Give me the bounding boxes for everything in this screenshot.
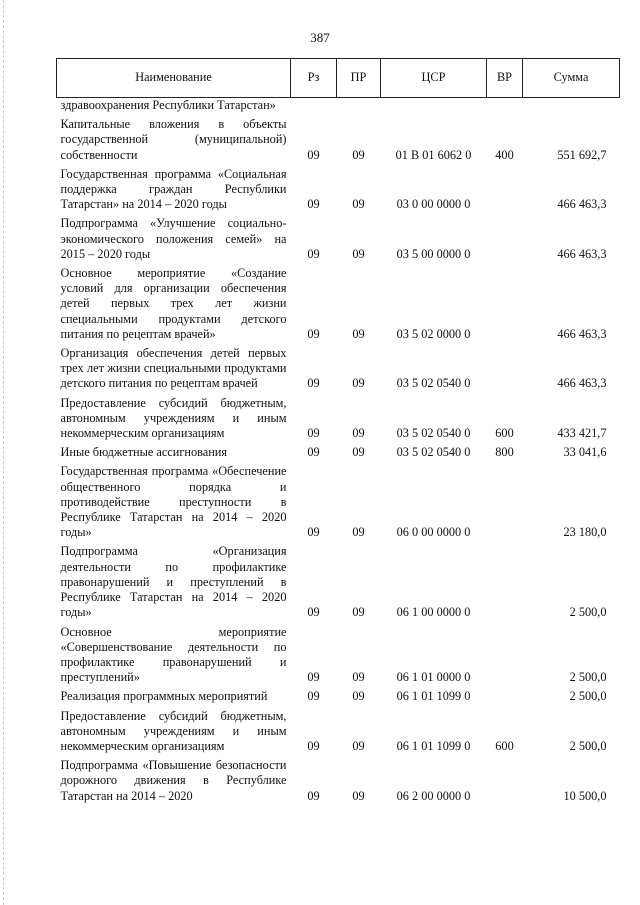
row-csr: 06 0 00 0000 0 <box>396 525 471 540</box>
row-sum: 433 421,7 <box>557 426 607 441</box>
table-row <box>57 542 620 622</box>
row-vr <box>487 264 523 344</box>
row-vr <box>487 214 523 264</box>
header-vr: ВР <box>487 59 523 98</box>
row-sum: 466 463,3 <box>557 197 607 212</box>
row-sum: 2 500,0 <box>569 738 607 753</box>
row-rz: 09 <box>307 738 320 753</box>
row-csr: 06 2 00 0000 0 <box>396 788 471 803</box>
row-csr: 03 5 00 0000 0 <box>396 246 471 261</box>
row-name: Предоставление субсидий бюджетным, автономным учреждениям и иным некоммерческим организациям <box>60 395 287 441</box>
row-vr: 600 <box>495 738 514 753</box>
row-rz: 09 <box>307 147 320 162</box>
table-row <box>57 756 620 806</box>
row-csr: 03 0 00 0000 0 <box>396 197 471 212</box>
row-pr: 09 <box>352 689 365 704</box>
row-sum: 2 500,0 <box>569 670 607 685</box>
row-rz: 09 <box>307 445 320 460</box>
table-row <box>57 344 620 394</box>
row-name: Государственная программа «Обеспечение общественного порядка и противодействие преступности в Республике Татарстан на 2014 – 2020 годы» <box>60 464 287 540</box>
budget-table <box>56 58 620 806</box>
row-vr <box>487 756 523 806</box>
header-sum: Сумма <box>523 59 620 98</box>
row-vr <box>487 98 523 116</box>
row-csr: 03 5 02 0540 0 <box>396 376 471 391</box>
row-vr: 400 <box>495 147 514 162</box>
row-pr: 09 <box>352 670 365 685</box>
row-name: Капитальные вложения в объекты государственной (муниципальной) собственности <box>60 117 287 162</box>
table-row <box>57 707 620 757</box>
row-csr: 03 5 02 0540 0 <box>396 445 471 460</box>
row-sum: 551 692,7 <box>557 147 607 162</box>
row-rz <box>291 98 337 116</box>
budget-table-container <box>56 58 619 806</box>
row-pr: 09 <box>352 376 365 391</box>
row-name: Основное мероприятие «Совершенствование деятельности по профилактике правонарушений и преступлений» <box>60 624 287 685</box>
row-vr <box>487 542 523 622</box>
row-vr <box>487 462 523 542</box>
header-name: Наименование <box>57 59 291 98</box>
row-sum: 466 463,3 <box>557 326 607 341</box>
row-csr: 06 1 01 0000 0 <box>396 670 471 685</box>
row-name: Государственная программа «Социальная поддержка граждан Республики Татарстан» на 2014 – 2020 годы <box>60 166 287 212</box>
row-csr: 06 1 01 1099 0 <box>396 689 471 704</box>
header-rz: Рз <box>291 59 337 98</box>
row-vr <box>487 165 523 215</box>
row-vr <box>487 687 523 706</box>
row-rz: 09 <box>307 788 320 803</box>
row-name: Предоставление субсидий бюджетным, автономным учреждениям и иным некоммерческим организациям <box>60 708 287 753</box>
header-pr: ПР <box>337 59 381 98</box>
table-row <box>57 687 620 706</box>
row-sum: 23 180,0 <box>563 525 607 540</box>
page-number: 387 <box>310 30 330 45</box>
row-rz: 09 <box>307 326 320 341</box>
row-pr: 09 <box>352 326 365 341</box>
row-sum: 466 463,3 <box>557 246 607 261</box>
row-vr <box>487 623 523 688</box>
table-row <box>57 394 620 444</box>
table-row <box>57 462 620 542</box>
row-vr: 600 <box>495 426 514 441</box>
row-rz: 09 <box>307 426 320 441</box>
row-csr: 03 5 02 0540 0 <box>396 426 471 441</box>
row-rz: 09 <box>307 670 320 685</box>
row-pr: 09 <box>352 525 365 540</box>
row-vr: 800 <box>495 445 514 460</box>
row-pr: 09 <box>352 445 365 460</box>
row-sum: 2 500,0 <box>569 605 607 620</box>
table-row <box>57 623 620 688</box>
row-sum: 466 463,3 <box>557 376 607 391</box>
row-pr: 09 <box>352 738 365 753</box>
row-name: Подпрограмма «Улучшение социально-экономического положения семей» на 2015 – 2020 годы <box>60 216 287 261</box>
row-sum: 2 500,0 <box>569 689 607 704</box>
table-row <box>57 264 620 344</box>
row-rz: 09 <box>307 525 320 540</box>
binding-margin-line <box>3 0 4 905</box>
table-body <box>57 98 620 806</box>
header-csr: ЦСР <box>381 59 487 98</box>
table-row <box>57 115 620 165</box>
row-vr <box>487 344 523 394</box>
row-pr: 09 <box>352 788 365 803</box>
row-name: Подпрограмма «Повышение безопасности дорожного движения в Республике Татарстан на 2014 – 2020 <box>60 758 287 803</box>
row-sum: 10 500,0 <box>563 788 607 803</box>
table-row <box>57 98 620 116</box>
row-pr <box>337 98 381 116</box>
row-csr: 06 1 01 1099 0 <box>396 738 471 753</box>
row-name: Основное мероприятие «Создание условий для организации обеспечения детей первых трех лет жизни специальными продуктами детского питания по рецептам врачей» <box>60 266 287 341</box>
table-header <box>57 59 620 98</box>
row-name: здравоохранения Республики Татарстан» <box>60 98 276 112</box>
row-rz: 09 <box>307 689 320 704</box>
row-rz: 09 <box>307 376 320 391</box>
row-sum: 33 041,6 <box>563 445 607 460</box>
row-pr: 09 <box>352 426 365 441</box>
table-row <box>57 165 620 215</box>
row-sum <box>523 98 620 116</box>
row-csr <box>381 98 487 116</box>
row-name: Реализация программных мероприятий <box>60 689 268 704</box>
row-rz: 09 <box>307 197 320 212</box>
table-row <box>57 214 620 264</box>
row-name: Подпрограмма «Организация деятельности по профилактике правонарушений и преступлений в Республике Татарстан на 2014 – 2020 годы» <box>60 544 287 620</box>
row-name: Организация обеспечения детей первых трех лет жизни специальными продуктами детского питания по рецептам врачей <box>60 346 287 391</box>
table-row <box>57 443 620 462</box>
row-name: Иные бюджетные ассигнования <box>60 445 228 460</box>
row-rz: 09 <box>307 605 320 620</box>
row-pr: 09 <box>352 147 365 162</box>
row-rz: 09 <box>307 246 320 261</box>
row-csr: 01 В 01 6062 0 <box>395 147 472 162</box>
row-csr: 03 5 02 0000 0 <box>396 326 471 341</box>
row-pr: 09 <box>352 197 365 212</box>
row-pr: 09 <box>352 246 365 261</box>
row-pr: 09 <box>352 605 365 620</box>
row-csr: 06 1 00 0000 0 <box>396 605 471 620</box>
